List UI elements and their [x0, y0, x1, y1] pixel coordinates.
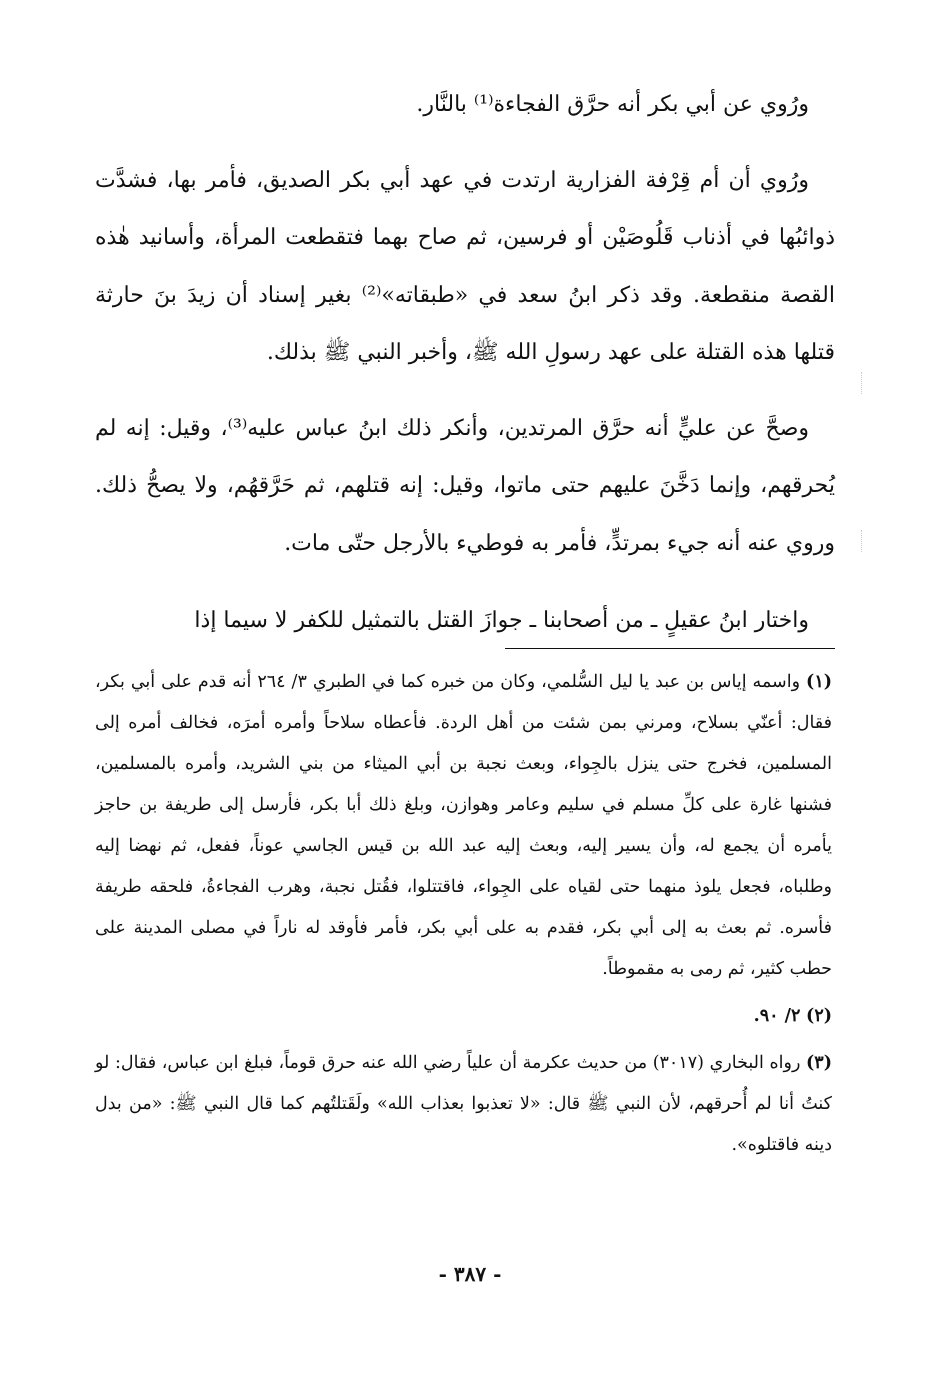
footnote-separator: [505, 648, 835, 649]
paragraph-4: واختار ابنُ عقيلٍ ـ من أصحابنا ـ جوازَ القتل بالتمثيل للكفر لا سيما إذا: [194, 608, 809, 633]
margin-mark: [857, 372, 862, 394]
footnote-2: [95, 996, 832, 1037]
footnote-1: [95, 662, 832, 990]
page-number: - ٣٨٧ -: [438, 1262, 502, 1286]
paragraph-3: وصحَّ عن عليٍّ أنه حرَّق المرتدين، وأنكر ذلك ابنُ عباس عليه⁽³⁾، وقيل: إنه لم يُحرقهم، وإنما دَخَّنَ عليهم حتى ماتوا، وقيل: إنه قتلهم، ثم حَرَّقهُم، ولا يصحُّ ذلك. وروي عنه أنه جيء بمرتدٍّ، فأمر به فوطيء بالأرجل حتّى مات.: [95, 415, 835, 556]
footnote-2-number: (٢): [806, 1006, 832, 1026]
margin-mark: [857, 530, 862, 552]
paragraph-2: ورُوي أن أم قِرْفة الفزارية ارتدت في عهد أبي بكر الصديق، فأمر بها، فشدَّت ذوائبُها في أذناب قَلُوصَيْن أو فرسين، ثم صاح بهما فتقطعت المرأة، وأسانيد هٰذه القصة منقطعة. وقد ذكر ابنُ سعد في «طبقاته»⁽²⁾ بغير إسناد أن زيدَ بنَ حارثة قتلها هذه القتلة على عهد رسولِ الله ﷺ، وأخبر النبي ﷺ بذلك.: [95, 167, 835, 365]
footnote-3-number: (٣): [806, 1053, 832, 1073]
footnote-3-text: رواه البخاري (٣٠١٧) من حديث عكرمة أن علياً رضي الله عنه حرق قوماً، فبلغ ابن عباس، فقال: لو كنتُ أنا لم أُحرقهم، لأن النبي ﷺ قال: «لا تعذبوا بعذاب الله» ولَقَتلتُهم كما قال النبي ﷺ: «من بدل دينه فاقتلوه».: [95, 1053, 832, 1155]
footnote-3: [95, 1043, 832, 1166]
footnote-1-text: واسمه إياس بن عبد يا ليل السُّلمي، وكان من خبره كما في الطبري ٣/ ٢٦٤ أنه قدم على أبي بكر، فقال: أعنّي بسلاح، ومرني بمن شئت من أهل الردة. فأعطاه سلاحاً وأمره أمرَه، فخالف أمره إلى المسلمين، فخرج حتى ينزل بالجِواء، وبعث نجبة بن أبي الميثاء من بني الشريد، وأمره بالمسلمين، فشنها غارة على كلِّ مسلم في سليم وعامر وهوازن، وبلغ ذلك أبا بكر، فأرسل إلى طريفة بن حاجز يأمره أن يجمع له، وأن يسير إليه، وبعث إليه عبد الله بن قيس الجاسي عوناً، ففعل، ثم نهضا إليه وطلباه، فجعل يلوذ منهما حتى لقياه على الجِواء، فاقتتلوا، فقُتل نجبة، وهرب الفجاءةُ، فلحقه طريفة فأسره. ثم بعث به إلى أبي بكر، فقدم به على أبي بكر، فأمر فأوقد له ناراً في مصلى المدينة على حطب كثير، ثم رمى به مقموطاً.: [95, 672, 832, 979]
footnotes: [95, 662, 832, 1166]
footnote-2-text: ٢/ ٩٠.: [753, 1006, 801, 1026]
footnote-1-number: (١): [806, 672, 832, 692]
main-text: [95, 76, 835, 650]
paragraph-1: ورُوي عن أبي بكر أنه حرَّق الفجاءة⁽¹⁾ بالنَّار.: [416, 92, 809, 117]
